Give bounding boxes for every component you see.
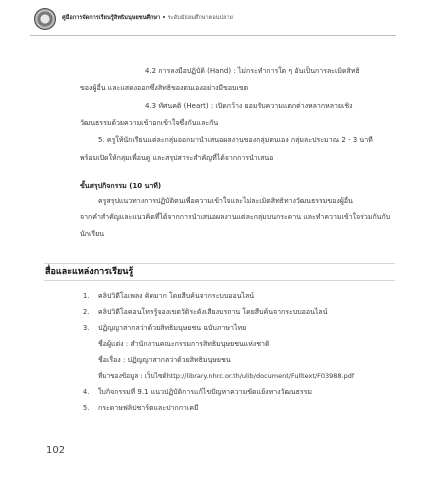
media-section-title: สื่อและแหล่งการเรียนรู้: [44, 263, 395, 281]
media-item-4-num: 4.: [83, 388, 90, 396]
header-title: คู่มือการจัดการเรียนรู้สิทธิมนุษยชนศึกษา • ระดับมัธยมศึกษาตอนปลาย: [62, 15, 233, 21]
media-item-2: คลิปวิดีโอคอนโทรรู้จองเขตวัติระดังเสียงบรถาน โดยสืบค้นจากระบบออนไลน์: [98, 308, 328, 316]
paragraph-4-3-line2: วัฒนธรรมด้วยความเข้าอกเข้าใจซึ่งกันและกัน: [80, 119, 219, 127]
media-item-1-num: 1.: [83, 292, 90, 300]
media-item-3-title: ชื่อเรื่อง : ปฏิญญาสากลว่าด้วยสิทธิมนุษยชน: [98, 356, 231, 364]
header-divider: [30, 35, 396, 36]
paragraph-4-3-line1: 4.3 ทัศนคติ (Heart) : เปิดกว้าง ยอมรับความแตกต่างหลากหลายเชิง: [145, 102, 353, 110]
header-subtitle: ระดับมัธยมศึกษาตอนปลาย: [167, 15, 233, 21]
paragraph-5-line2: พร้อมเปิดให้กลุ่มเพื่อนดู และสรุปสาระสำคัญที่ได้จากการนำเสนอ: [80, 154, 274, 162]
summary-line2: จากคำสำคัญและแนวคิดที่ได้จากการนำเสนอผลงานแต่ละกลุ่มบนกระดาน และทำความเข้าใจร่วมกันกับ: [80, 213, 391, 221]
media-item-2-num: 2.: [83, 308, 90, 316]
media-item-3: ปฏิญญาสากลว่าด้วยสิทธิมนุษยชน ฉบับภาษาไทย: [98, 324, 247, 332]
page-header: [30, 6, 400, 32]
paragraph-4-2-line1: 4.2 การลงมือปฏิบัติ (Hand) : ไม่กระทำการใด ๆ อันเป็นการละเมิดสิทธิ: [145, 67, 360, 75]
header-title-text: คู่มือการจัดการเรียนรู้สิทธิมนุษยชนศึกษา: [62, 15, 161, 21]
media-item-5-num: 5.: [83, 404, 90, 412]
paragraph-5-line1: 5. ครูให้นักเรียนแต่ละกลุ่มออกมานำเสนอผลงานของกลุ่มตนเอง กลุ่มละประมาณ 2 - 3 นาที: [98, 136, 373, 144]
media-item-4: ใบกิจกรรมที่ 9.1 แนวปฏิบัติการแก้ไขปัญหาความขัดแย้งทางวัฒนธรรม: [98, 388, 312, 396]
paragraph-4-2-line2: ของผู้อื่น และแสดงออกซึ่งสิทธิของตนเองอย่างมีขอบเขต: [80, 84, 249, 92]
summary-line3: นักเรียน: [80, 230, 105, 238]
media-item-5: กระดาษฟลิปชาร์ตและปากกาเคมี: [98, 404, 199, 412]
seal-logo-icon: [34, 8, 56, 30]
media-item-3-source: ที่มาของข้อมูล : เว็บไซต์http://library.nhrc.or.th/ulib/document/Fulltext/F03988.pdf: [98, 372, 355, 380]
media-item-3-num: 3.: [83, 324, 90, 332]
media-item-1: คลิปวิดีโอเพลง คิดมาก โดยสืบค้นจากระบบออนไลน์: [98, 292, 255, 300]
summary-line1: ครูสรุปแนวทางการปฏิบัติตนเพื่อความเข้าใจและไม่ละเมิดสิทธิทางวัฒนธรรมของผู้อื่น: [98, 197, 353, 205]
summary-heading: ขั้นสรุปกิจกรรม (10 นาที): [80, 182, 162, 190]
page-number: 102: [46, 445, 66, 456]
media-item-3-author: ชื่อผู้แต่ง : สำนักงานคณะกรรมการสิทธิมนุษยชนแห่งชาติ: [98, 340, 270, 348]
